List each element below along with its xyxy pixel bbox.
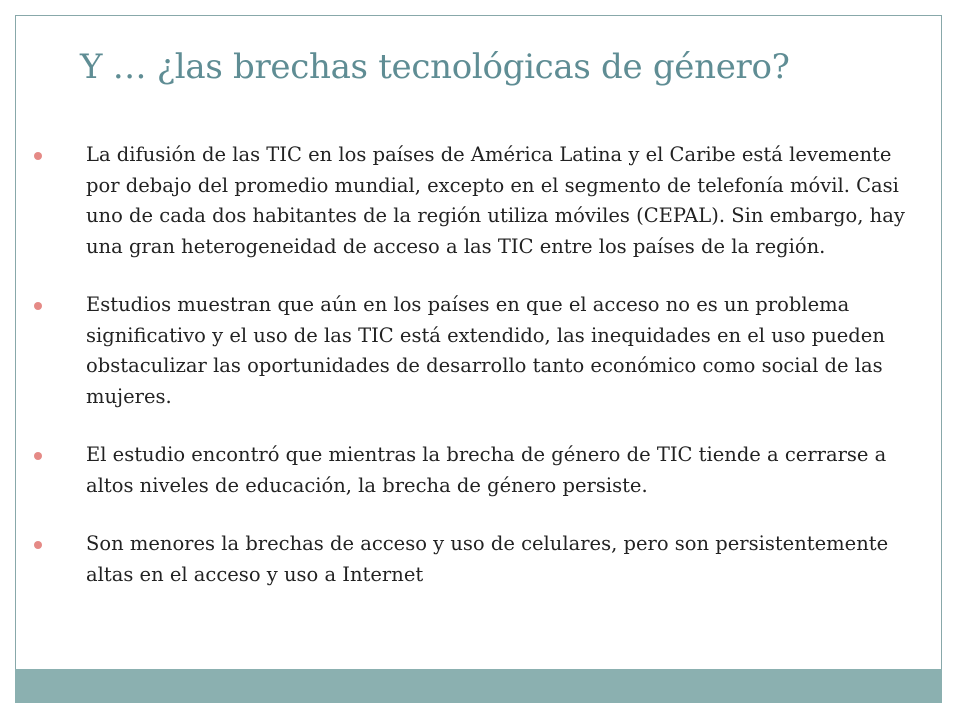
bullet-text: Son menores la brechas de acceso y uso de celulares, pero son persistentemente altas en el acceso y uso a Internet — [86, 532, 889, 586]
bullet-item — [34, 140, 914, 262]
bullet-dot-icon — [34, 302, 42, 310]
slide-title: Y … ¿las brechas tecnológicas de género? — [80, 47, 790, 87]
bullet-list — [34, 140, 914, 618]
bullet-dot-icon — [34, 152, 42, 160]
bullet-item — [34, 440, 914, 501]
bullet-item — [34, 529, 914, 590]
bullet-text: La difusión de las TIC en los países de América Latina y el Caribe está levemente por debajo del promedio mundial, excepto en el segmento de telefonía móvil. Casi uno de cada dos habitantes de la región utiliza móviles (CEPAL). Sin embargo, hay una gran heterogeneidad de acceso a las TIC entre los países de la región. — [86, 143, 905, 258]
bullet-item — [34, 290, 914, 412]
footer-bar — [15, 669, 942, 703]
bullet-dot-icon — [34, 452, 42, 460]
bullet-text: Estudios muestran que aún en los países en que el acceso no es un problema significativo y el uso de las TIC está extendido, las inequidades en el uso pueden obstaculizar las oportunidades de desarrollo tanto económico como social de las mujeres. — [86, 293, 885, 408]
bullet-dot-icon — [34, 541, 42, 549]
bullet-text: El estudio encontró que mientras la brecha de género de TIC tiende a cerrarse a altos niveles de educación, la brecha de género persiste. — [86, 443, 887, 497]
